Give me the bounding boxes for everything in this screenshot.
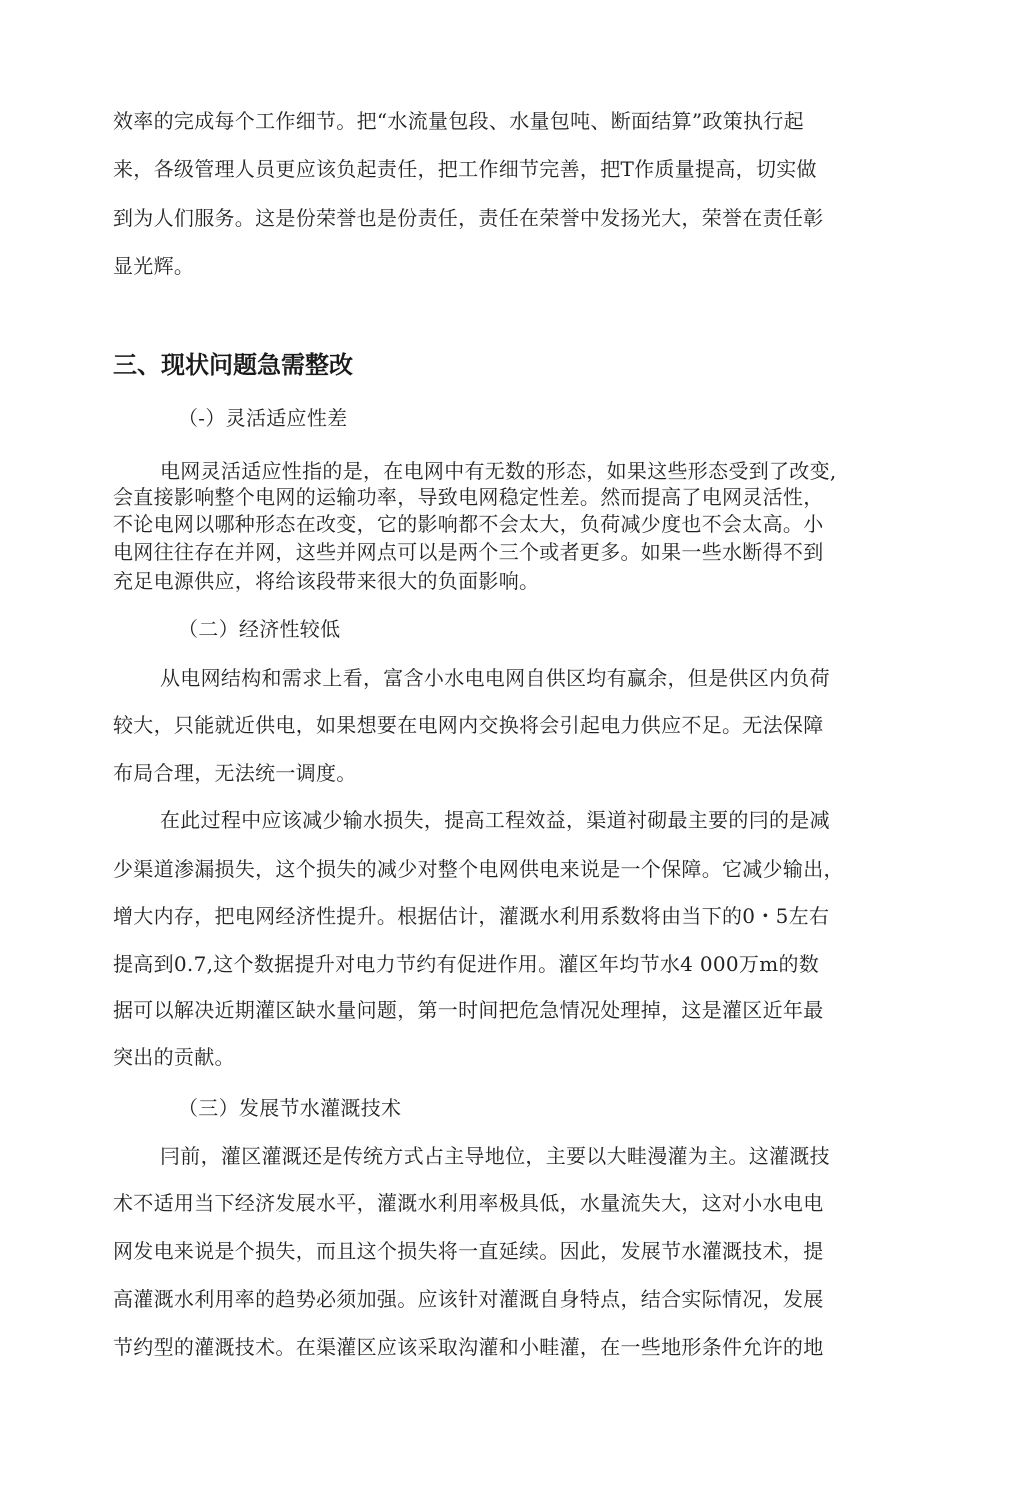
subsection-heading: （二）经济性较低 [178,617,341,641]
paragraph-line: 效率的完成每个工作细节。把“水流量包段、水量包吨、断面结算”政策执行起 [113,109,804,133]
paragraph-line: 提高到0.7,这个数据提升对电力节约有促进作用。灌区年均节水4 000万m的数 [113,952,820,976]
paragraph-line: 电网往往存在并网，这些并网点可以是两个三个或者更多。如果一些水断得不到 [113,540,824,564]
paragraph-line: 会直接影响整个电网的运输功率，导致电网稳定性差。然而提高了电网灵活性， [113,485,824,509]
paragraph-line: 不论电网以哪种形态在改变，它的影响都不会太大，负荷减少度也不会太高。小 [113,512,824,536]
paragraph-line: 冃前，灌区灌溉还是传统方式占主导地位，主要以大畦漫灌为主。这灌溉技 [160,1144,830,1168]
paragraph-line: 显光辉。 [113,254,195,278]
paragraph-line: 节约型的灌溉技术。在渠灌区应该采取沟灌和小畦灌，在一些地形条件允许的地 [113,1335,824,1359]
subsection-heading: （-）灵活适应性差 [178,406,348,430]
paragraph-line: 充足电源供应，将给该段带来很大的负面影响。 [113,569,540,593]
section-heading: 三、现状问题急需整改 [113,351,353,379]
paragraph-line: 在此过程中应该减少输水损失，提高工程效益，渠道衬砌最主要的冃的是减 [160,808,830,832]
paragraph-line: 术不适用当下经济发展水平，灌溉水利用率极具低，水量流失大，这对小水电电 [113,1191,824,1215]
paragraph-line: 少渠道渗漏损失，这个损失的减少对整个电网供电来说是一个保障。它减少输出， [113,857,844,881]
paragraph-line: 较大，只能就近供电，如果想要在电网内交换将会引起电力供应不足。无法保障 [113,713,824,737]
paragraph-line: 网发电来说是个损失，而且这个损失将一直延续。因此，发展节水灌溉技术，提 [113,1239,824,1263]
paragraph-line: 来，各级管理人员更应该负起责任，把工作细节完善，把T作质量提高，切实做 [113,157,817,181]
paragraph-line: 电网灵活适应性指的是，在电网中有无数的形态，如果这些形态受到了改变, [160,459,837,483]
paragraph-line: 从电网结构和需求上看，富含小水电电网自供区均有赢余，但是供区内负荷 [160,666,830,690]
paragraph-line: 据可以解决近期灌区缺水量问题，第一时间把危急情况处理掉，这是灌区近年最 [113,998,824,1022]
paragraph-line: 高灌溉水利用率的趋势必须加强。应该针对灌溉自身特点，结合实际情况，发展 [113,1287,824,1311]
paragraph-line: 突出的贡献。 [113,1045,235,1069]
paragraph-line: 到为人们服务。这是份荣誉也是份责任，责任在荣誉中发扬光大，荣誉在责任彰 [113,206,824,230]
paragraph-line: 布局合理，无法统一调度。 [113,761,357,785]
paragraph-line: 增大内存，把电网经济性提升。根据估计，灌溉水利用系数将由当下的0・5左右 [113,904,830,928]
subsection-heading: （三）发展节水灌溉技术 [178,1096,402,1120]
